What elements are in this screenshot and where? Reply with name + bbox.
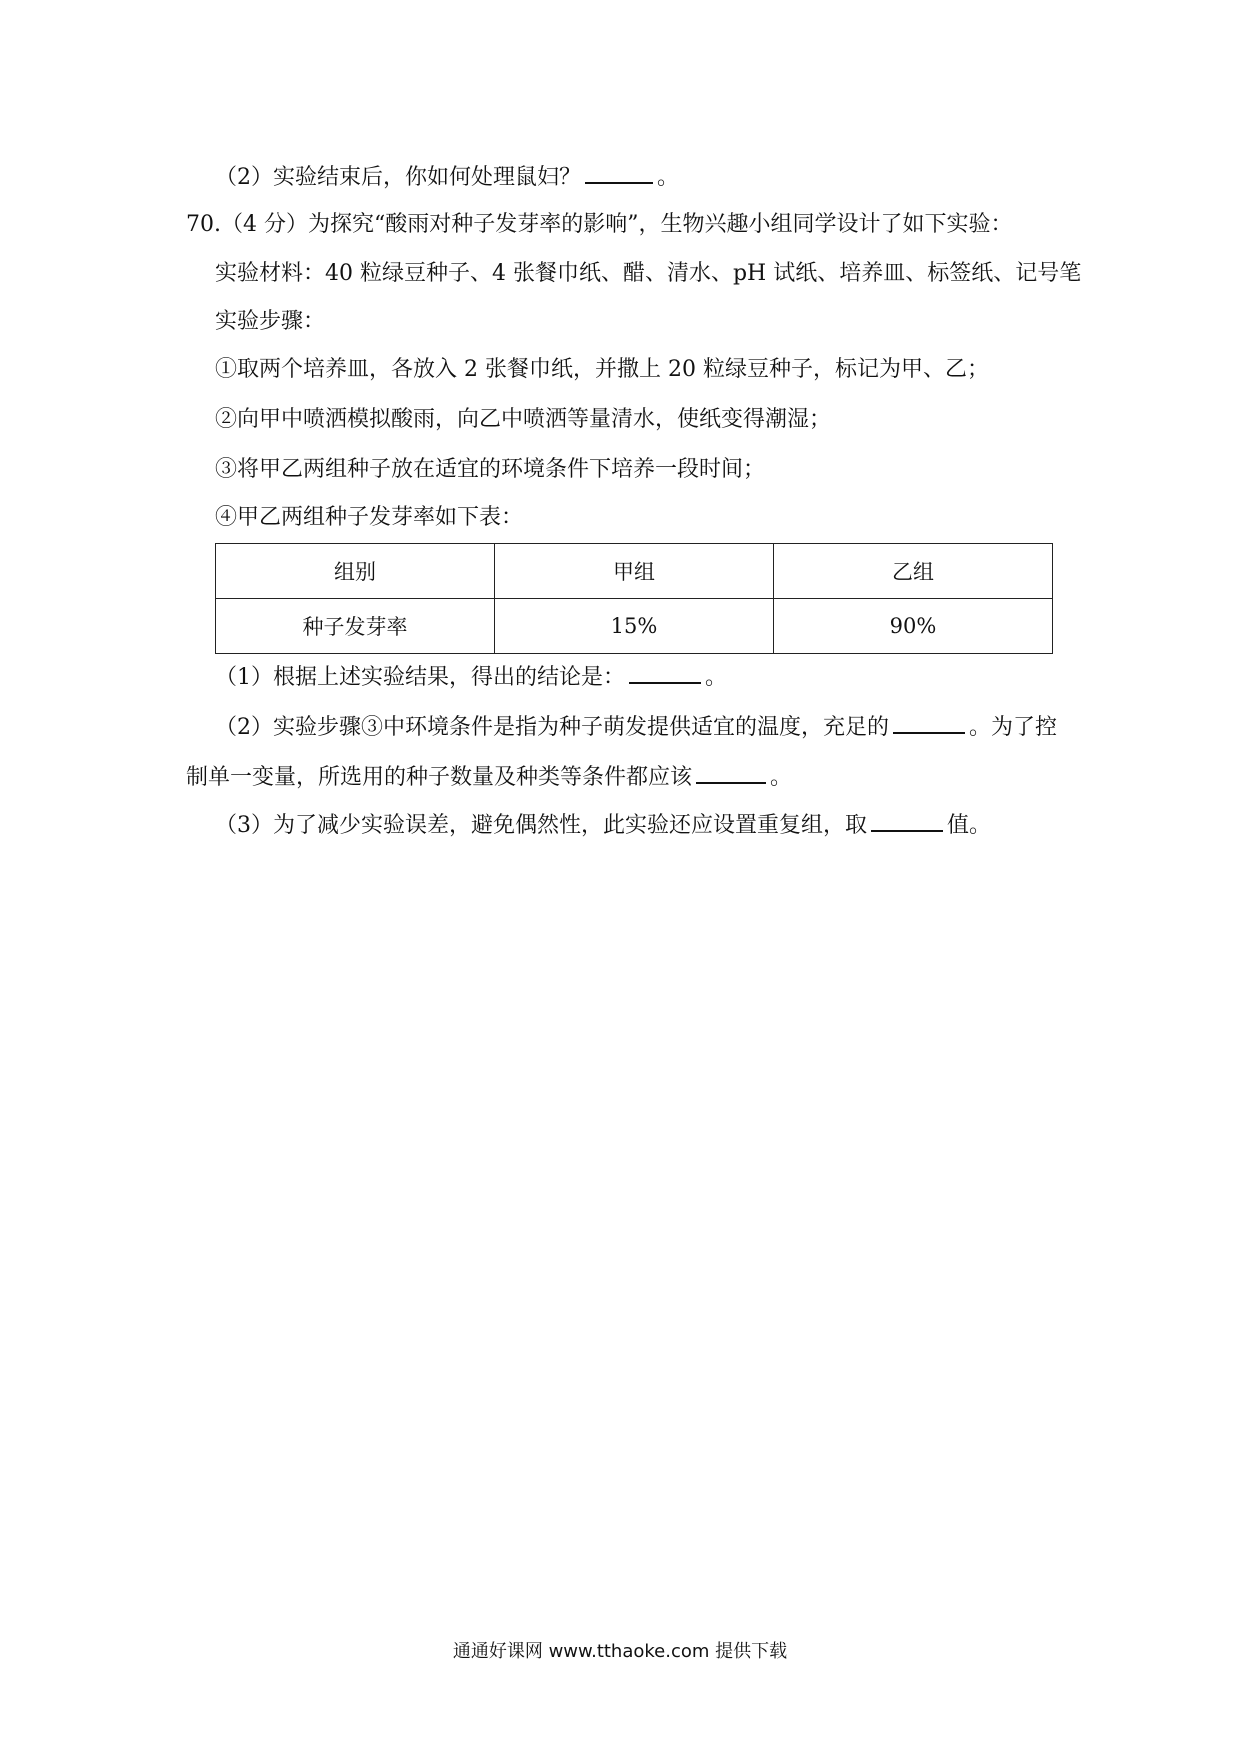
table-cell: 种子发芽率 <box>216 599 495 654</box>
q2-text-cont: 。为了控 <box>969 715 1058 740</box>
q70-step-1: ①取两个培养皿，各放入 2 张餐巾纸，并撒上 20 粒绿豆种子，标记为甲、乙； <box>215 357 989 382</box>
answer-blank[interactable] <box>585 160 653 184</box>
q70-question-2-line2 <box>186 760 792 793</box>
q69-part2 <box>215 160 679 193</box>
q70-header: 70.（4 分）为探究“酸雨对种子发芽率的影响”，生物兴趣小组同学设计了如下实验： <box>186 212 1013 237</box>
q70-steps-title: 实验步骤： <box>215 309 326 334</box>
page-footer: 通通好课网 www.tthaoke.com 提供下载 <box>452 1641 788 1662</box>
q70-question-1 <box>215 660 727 693</box>
q2-text: （2）实验步骤③中环境条件是指为种子萌发提供适宜的温度，充足的 <box>215 715 889 740</box>
table-header-cell: 乙组 <box>774 544 1053 599</box>
answer-blank[interactable] <box>696 760 766 784</box>
q70-step-4: ④甲乙两组种子发芽率如下表： <box>215 505 524 530</box>
q70-step-2: ②向甲中喷洒模拟酸雨，向乙中喷洒等量清水，使纸变得潮湿； <box>215 407 832 432</box>
table-header-row <box>216 544 1053 599</box>
q1-text: （1）根据上述实验结果，得出的结论是： <box>215 665 625 690</box>
q70-question-2-line1 <box>215 710 1057 743</box>
table-header-cell: 甲组 <box>495 544 774 599</box>
germination-table <box>215 543 1053 654</box>
answer-blank[interactable] <box>871 808 943 832</box>
q70-step-3: ③将甲乙两组种子放在适宜的环境条件下培养一段时间； <box>215 457 766 482</box>
table-row <box>216 599 1053 654</box>
q2-suffix: 。 <box>770 765 793 790</box>
answer-blank[interactable] <box>629 660 701 684</box>
q3-text: （3）为了减少实验误差，避免偶然性，此实验还应设置重复组，取 <box>215 813 867 838</box>
q1-suffix: 。 <box>705 665 728 690</box>
table-header-cell: 组别 <box>216 544 495 599</box>
table-cell: 90% <box>774 599 1053 654</box>
q70-materials: 实验材料：40 粒绿豆种子、4 张餐巾纸、醋、清水、pH 试纸、培养皿、标签纸、记号笔 <box>215 261 1082 286</box>
q3-suffix: 值。 <box>947 813 992 838</box>
q69-part2-text: （2）实验结束后，你如何处理鼠妇？ <box>215 165 581 190</box>
answer-blank[interactable] <box>893 710 965 734</box>
q70-question-3 <box>215 808 991 841</box>
table-cell: 15% <box>495 599 774 654</box>
q69-part2-suffix: 。 <box>657 165 680 190</box>
q2-text-line2: 制单一变量，所选用的种子数量及种类等条件都应该 <box>186 765 693 790</box>
